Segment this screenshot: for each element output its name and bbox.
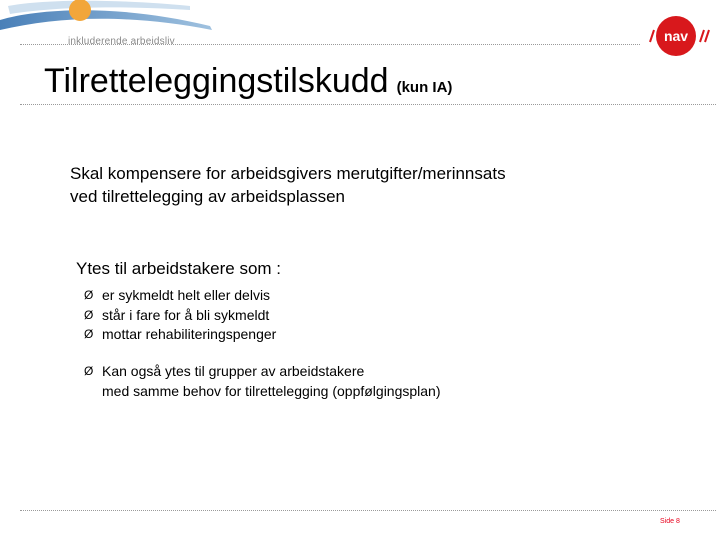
arrow-bullet-icon: Ø — [84, 364, 94, 378]
slide-title-main: Tilretteleggingstilskudd — [44, 62, 389, 100]
list-item — [84, 325, 276, 345]
bullet-text: står i fare for å bli sykmeldt — [102, 306, 270, 323]
arrow-bullet-icon: Ø — [84, 288, 94, 302]
slide-title — [44, 62, 452, 101]
list-item — [84, 362, 441, 401]
bullet-list — [84, 286, 276, 345]
footer-divider — [20, 510, 716, 511]
nav-logo-text: nav — [663, 28, 689, 44]
bullet-text: mottar rehabiliteringspenger — [102, 326, 277, 342]
bullet-text: er sykmeldt helt eller delvis — [102, 287, 271, 303]
extra-bullet — [84, 362, 441, 401]
header-divider-bottom — [20, 104, 716, 105]
header-divider-top — [20, 44, 640, 45]
nav-logo — [646, 14, 712, 58]
page-number: Side 8 — [660, 518, 680, 525]
intro-text — [70, 162, 506, 208]
arrow-bullet-icon: Ø — [84, 307, 94, 322]
intro-line: Skal kompensere for arbeidsgivers merutgifter/merinnsats — [70, 164, 506, 183]
bullet-text-line: med samme behov for tilrettelegging (oppfølgingsplan) — [102, 382, 441, 399]
slide-title-suffix: (kun IA) — [396, 79, 453, 96]
bullet-text-line: Kan også ytes til grupper av arbeidstakere — [102, 363, 365, 379]
subheading: Ytes til arbeidstakere som : — [76, 259, 282, 278]
list-item — [84, 306, 276, 326]
intro-line: ved tilrettelegging av arbeidsplassen — [70, 187, 346, 206]
list-item — [84, 286, 276, 306]
ia-logo-text: inkluderende arbeidsliv — [68, 36, 175, 47]
arrow-bullet-icon: Ø — [84, 327, 94, 341]
bullet-text — [102, 362, 441, 401]
